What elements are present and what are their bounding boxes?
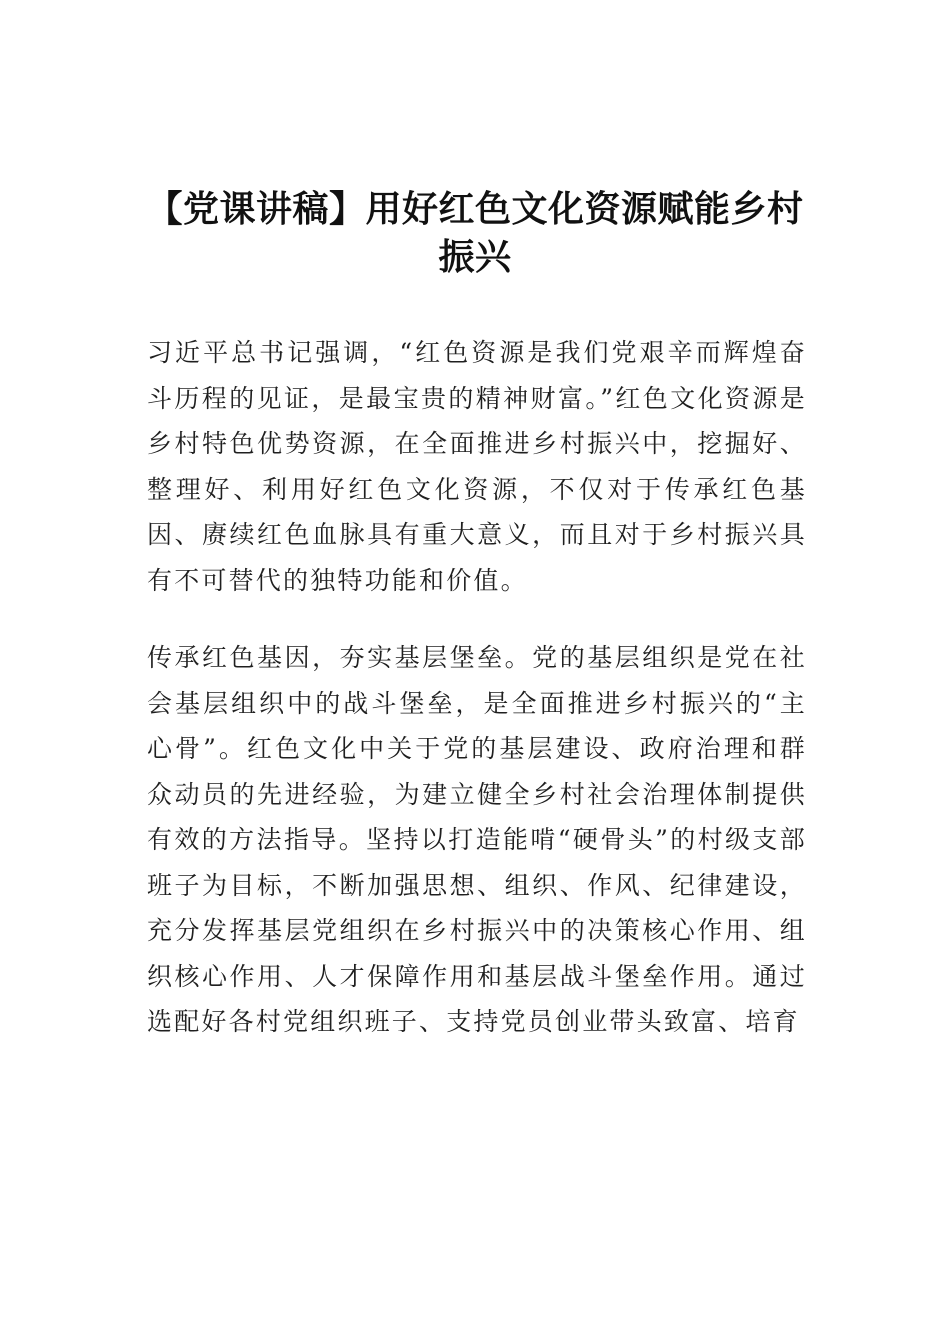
document-title: 【党课讲稿】用好红色文化资源赋能乡村振兴 (146, 189, 804, 279)
paragraph-red-gene: 传承红色基因，夯实基层堡垒。党的基层组织是党在社会基层组织中的战斗堡垒，是全面推进乡村振兴的“主心骨”。红色文化中关于党的基层建设、政府治理和群众动员的先进经验，为建立健全乡村社会治理体制提供有效的方法指导。坚持以打造能啃“硬骨头”的村级支部班子为目标，不断加强思想、组织、作风、纪律建设，充分发挥基层党组织在乡村振兴中的决策核心作用、组织核心作用、人才保障作用和基层战斗堡垒作用。通过选配好各村党组织班子、支持党员创业带头致富、培育 (147, 643, 807, 1036)
paragraph-intro: 习近平总书记强调，“红色资源是我们党艰辛而辉煌奋斗历程的见证，是最宝贵的精神财富。”红色文化资源是乡村特色优势资源，在全面推进乡村振兴中，挖掘好、整理好、利用好红色文化资源，不仅对于传承红色基因、赓续红色血脉具有重大意义，而且对于乡村振兴具有不可替代的独特功能和价值。 (147, 338, 807, 595)
